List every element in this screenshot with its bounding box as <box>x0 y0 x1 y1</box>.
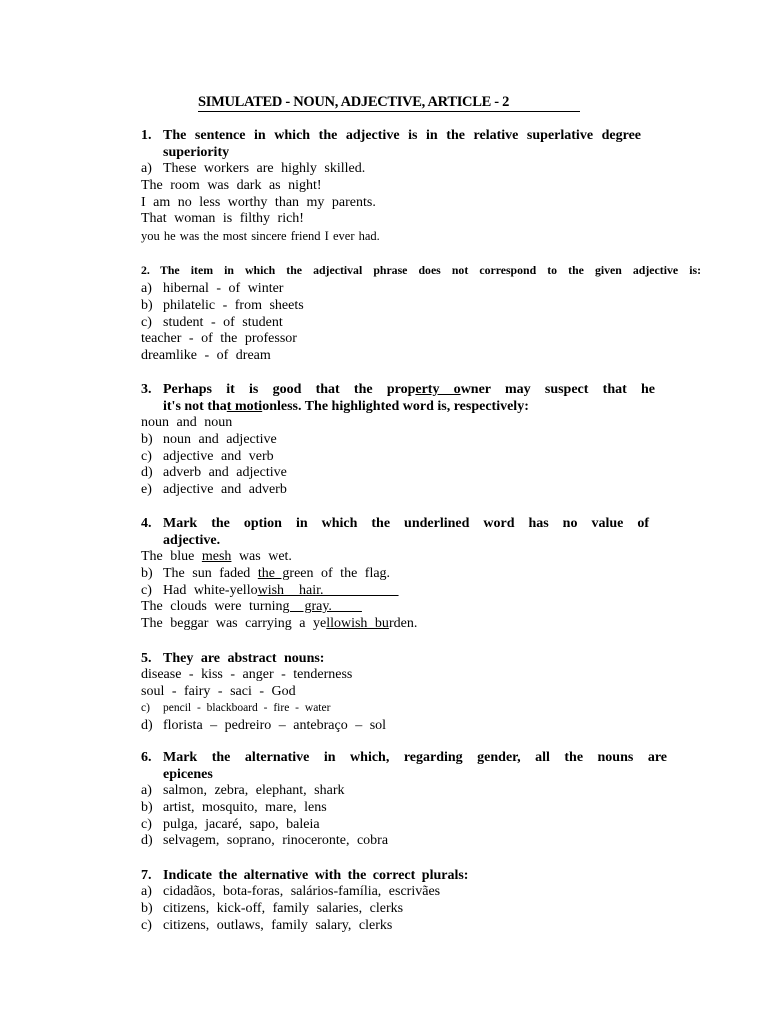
option: noun and noun <box>141 415 233 430</box>
question-text: Mark the option in which the underlined word has no value of <box>163 516 649 531</box>
option: c) pulga, jacaré, sapo, baleia <box>141 816 320 832</box>
underlined-word: mesh <box>201 549 232 564</box>
question-2 <box>141 262 701 365</box>
option: c) pencil - blackboard - fire - water <box>141 701 331 714</box>
question-5 <box>141 650 649 734</box>
option: c) adjective and verb <box>141 448 274 464</box>
question-number: 3. <box>141 382 152 397</box>
question-number: 4. <box>141 516 152 531</box>
question-1 <box>141 127 641 245</box>
question-text-continued: epicenes <box>163 767 213 782</box>
question-number: 1. <box>141 128 152 143</box>
option: e) adjective and adverb <box>141 482 287 498</box>
option: a) cidadãos, bota-foras, salários-família, escrivães <box>141 884 441 899</box>
option: a) hibernal - of winter <box>141 281 284 296</box>
question-5-stem <box>141 650 649 667</box>
question-7-stem <box>141 867 649 884</box>
underlined-word: the g <box>257 565 290 581</box>
page-title: SIMULATED - NOUN, ADJECTIVE, ARTICLE - 2 <box>198 94 580 112</box>
question-3-stem <box>141 381 655 398</box>
option: you he was the most sincere friend I ever had. <box>141 229 380 244</box>
option: a) salmon, zebra, elephant, shark <box>141 783 345 798</box>
option: The room was dark as night! <box>141 177 322 193</box>
underlined-word: llowish bu <box>326 616 389 632</box>
option: c) Had white-yellowish hair. <box>141 582 399 598</box>
question-number: 7. <box>141 868 152 883</box>
option: The blue mesh was wet. <box>141 549 292 564</box>
underlined-word: erty o <box>415 382 461 397</box>
option: The clouds were turning gray. <box>141 599 362 615</box>
question-text-continued: superiority <box>163 145 230 160</box>
option: The beggar was carrying a yellowish burden. <box>141 616 418 632</box>
question-7 <box>141 867 649 934</box>
option: b) citizens, kick-off, family salaries, clerks <box>141 900 404 916</box>
question-text: Perhaps it is good that the property owner may suspect that he <box>163 382 656 397</box>
question-4-stem <box>141 515 649 532</box>
question-text-continued: it's not that motionless. The highlighted word is, respectively: <box>163 399 529 414</box>
underlined-word: g gray. <box>282 599 362 615</box>
option: c) student - of student <box>141 314 283 330</box>
question-text: Mark the alternative in which, regarding gender, all the nouns are <box>163 750 667 765</box>
option: b) The sun faded the green of the flag. <box>141 565 391 581</box>
option: b) philatelic - from sheets <box>141 297 304 313</box>
option: I am no less worthy than my parents. <box>141 194 376 210</box>
option: teacher - of the professor <box>141 331 297 347</box>
option: a) These workers are highly skilled. <box>141 161 366 176</box>
option: b) artist, mosquito, mare, lens <box>141 799 327 815</box>
question-2-stem <box>141 262 701 279</box>
question-4 <box>141 515 649 633</box>
option: d) selvagem, soprano, rinoceronte, cobra <box>141 833 389 849</box>
underlined-word: t moti <box>226 399 263 414</box>
question-6 <box>141 749 667 850</box>
question-text: Indicate the alternative with the correct plurals: <box>163 868 469 883</box>
option: soul - fairy - saci - God <box>141 683 296 699</box>
question-number: 5. <box>141 651 152 666</box>
option: disease - kiss - anger - tenderness <box>141 667 353 682</box>
option: dreamlike - of dream <box>141 348 271 364</box>
question-text-continued: adjective. <box>163 533 221 548</box>
question-3 <box>141 381 655 499</box>
question-text: They are abstract nouns: <box>163 651 325 666</box>
option: b) noun and adjective <box>141 431 277 447</box>
question-1-stem <box>141 127 641 144</box>
question-text: The sentence in which the adjective is in the relative superlative degree <box>163 128 641 143</box>
option: d) florista – pedreiro – antebraço – sol <box>141 717 387 733</box>
question-number: 2. <box>141 263 150 277</box>
option: c) citizens, outlaws, family salary, clerks <box>141 917 393 933</box>
underlined-word: wish hair. <box>257 582 399 598</box>
question-6-stem <box>141 749 667 766</box>
question-text: The item in which the adjectival phrase does not correspond to the given adjective is: <box>160 263 701 277</box>
question-number: 6. <box>141 750 152 765</box>
option: That woman is filthy rich! <box>141 211 304 227</box>
option: d) adverb and adjective <box>141 465 287 481</box>
